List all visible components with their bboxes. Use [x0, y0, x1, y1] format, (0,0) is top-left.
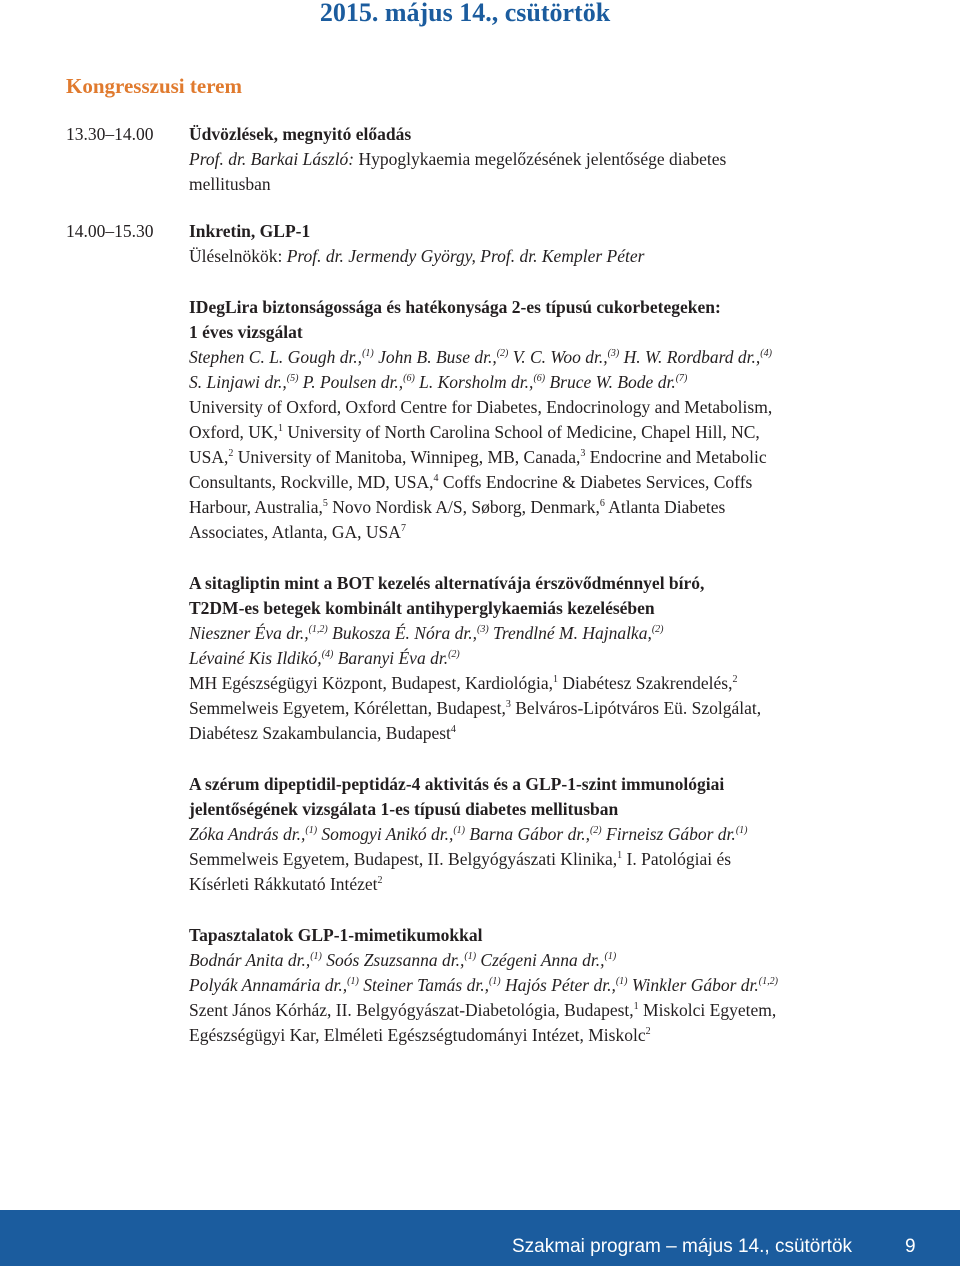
page-date-title: 2015. május 14., csütörtök — [319, 0, 611, 27]
abstract-ideglira — [189, 295, 866, 545]
session-title: Üdvözlések, megnyitó előadás — [189, 124, 412, 144]
lecture-topic: Hypoglykaemia megelőzésének jelentősége diabetes — [354, 149, 727, 169]
abstract-glp1-mimetics — [189, 923, 866, 1048]
abstract-title: A szérum dipeptidil-peptidáz-4 aktivitás és a GLP-1-szint immunológiai — [189, 774, 725, 794]
abstract-authors: Stephen C. L. Gough dr.,$^{(1)}$ John B. Buse dr.,$^{(2)}$ V. C. Woo dr.,$^{(3)}$ H. W. Rordbard dr.,$^{(4)}$ — [189, 347, 772, 367]
abstract-authors-cont: Lévainé Kis Ildikó,$^{(4)}$ Baranyi Éva dr.$^{(2)}$ — [189, 648, 460, 668]
abstract-title-cont: T2DM-es betegek kombinált antihyperglykaemiás kezelésében — [189, 598, 655, 618]
abstract-title-cont: jelentőségének vizsgálata 1-es típusú diabetes mellitusban — [189, 799, 619, 819]
abstract-affiliations: Semmelweis Egyetem, Budapest, II. Belgyógyászati Klinika,$^1$ I. Patológiai és Kísérleti Rákkutató Intézet$^2$ — [189, 849, 732, 894]
footer-title: Szakmai program – május 14., csütörtök — [512, 1236, 853, 1257]
abstract-authors-cont: S. Linjawi dr.,$^{(5)}$ P. Poulsen dr.,$^{(6)}$ L. Korsholm dr.,$^{(6)}$ Bruce W. Bode dr.$^{(7)}$ — [189, 372, 688, 392]
abstract-authors: Zóka András dr.,$^{(1)}$ Somogyi Anikó dr.,$^{(1)}$ Barna Gábor dr.,$^{(2)}$ Firneisz Gábor dr.$^{(1)}$ — [189, 824, 748, 844]
abstract-affiliations: Szent János Kórház, II. Belgyógyászat-Diabetológia, Budapest,$^1$ Miskolci Egyetem, Egészségügyi Kar, Elméleti Egészségtudományi Intézet, Miskolc$^2$ — [189, 1000, 777, 1045]
abstract-dpp4 — [189, 772, 866, 897]
abstract-authors: Nieszner Éva dr.,$^{(1,2)}$ Bukosza É. Nóra dr.,$^{(3)}$ Trendlné M. Hajnalka,$^{(2)}$ — [189, 623, 664, 643]
abstract-affiliations: MH Egészségügyi Központ, Budapest, Kardiológia,$^1$ Diabétesz Szakrendelés,$^2$ Semmelweis Egyetem, Kórélettan, Budapest,$^3$ Belváros-Lipótváros Eü. Szolgálat, Diabétesz Szakambulancia, Budapest$^4$ — [189, 673, 762, 743]
abstract-title: IDegLira biztonságossága és hatékonysága 2-es típusú cukorbetegeken: — [189, 297, 721, 317]
session-opening — [66, 122, 866, 197]
session-time: 14.00–15.30 — [66, 221, 154, 241]
abstract-title: A sitagliptin mint a BOT kezelés alternatívája érszövődménnyel bíró, — [189, 573, 705, 593]
abstract-title: Tapasztalatok GLP-1-mimetikumokkal — [189, 925, 483, 945]
abstract-sitagliptin — [189, 571, 866, 746]
session-time: 13.30–14.00 — [66, 124, 154, 144]
abstract-authors-cont: Polyák Annamária dr.,$^{(1)}$ Steiner Tamás dr.,$^{(1)}$ Hajós Péter dr.,$^{(1)}$ Winkler Gábor dr.$^{(1,2)}$ — [189, 975, 778, 995]
room-heading: Kongresszusi terem — [66, 74, 242, 98]
page-number: 9 — [905, 1236, 916, 1257]
session-inkretin — [66, 219, 866, 269]
session-chairs: Üléselnökök: Prof. dr. Jermendy György, Prof. dr. Kempler Péter — [189, 246, 645, 266]
lecture-speaker: Prof. dr. Barkai László: — [189, 149, 355, 169]
program-content — [66, 122, 866, 1048]
page-footer — [0, 1210, 960, 1266]
lecture-topic-cont: mellitusban — [189, 174, 271, 194]
session-lecture — [189, 147, 866, 172]
abstract-title-cont: 1 éves vizsgálat — [189, 322, 303, 342]
abstract-authors: Bodnár Anita dr.,$^{(1)}$ Soós Zsuzsanna dr.,$^{(1)}$ Czégeni Anna dr.,$^{(1)}$ — [189, 950, 617, 970]
session-title: Inkretin, GLP-1 — [189, 221, 311, 241]
abstract-affiliations: University of Oxford, Oxford Centre for Diabetes, Endocrinology and Metabolism, Oxford, UK,$^1$ University of North Carolina School of Medicine, Chapel Hill, NC, USA,$^2$ University of Manitoba, Winnipeg, MB, Canada,$^3$ Endocrine and Metabolic Consultants, Rockville, MD, USA,$^4$ Coffs Endocrine & Diabetes Services, Coffs Harbour, Australia,$^5$ Novo Nordisk A/S, Søborg, Denmark,$^6$ Atlanta Diabetes Associates, Atlanta, GA, USA$^7$ — [189, 397, 773, 542]
